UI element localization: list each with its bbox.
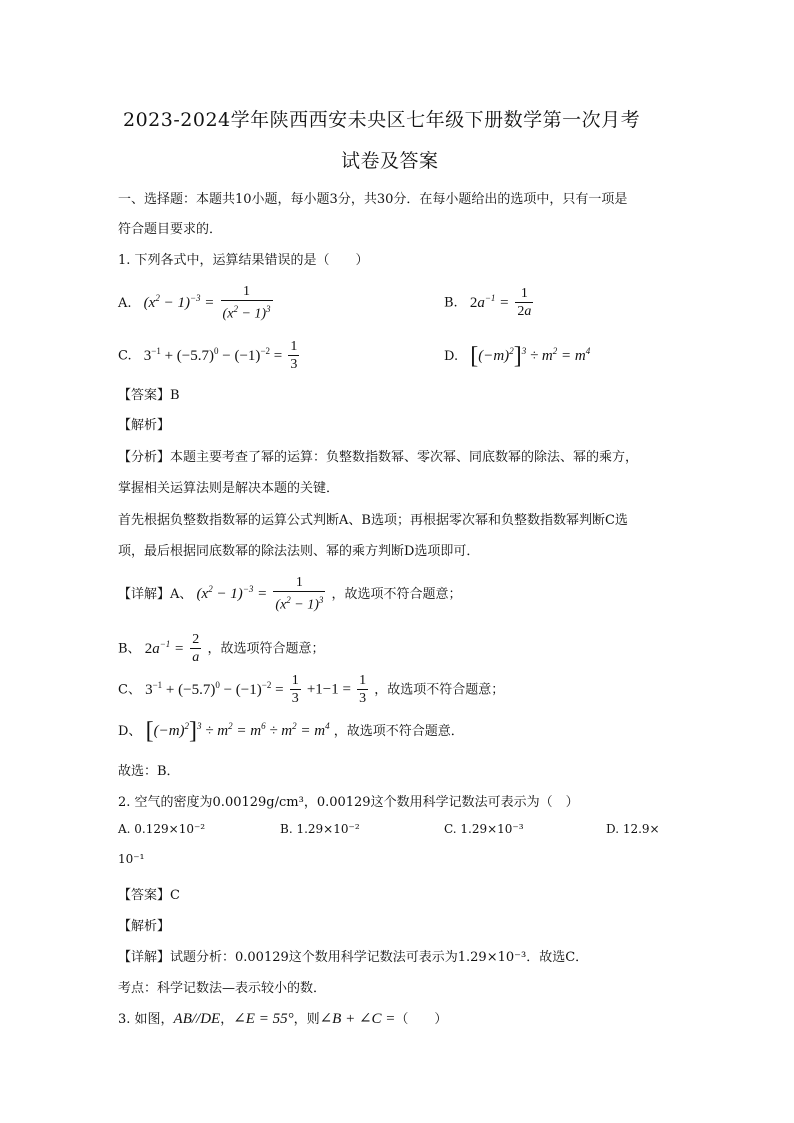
- q1-detail-d: D、 $[(-m)^2]^3 \div m^2 = m^6 \div m^2 = m^4$ ，故选项不符合题意．: [118, 718, 464, 744]
- q3-stem: [118, 1008, 447, 1028]
- q1-option-d: D. $[(-m)^2]^3 \div m^2 = m^4$: [444, 343, 591, 369]
- q3-angle-sum-expression: ∠B + ∠C =: [319, 1011, 396, 1027]
- q1-stem: 1. 下列各式中，运算结果错误的是（ ）: [118, 253, 369, 268]
- q2-jiexi-heading: 【解析】: [118, 919, 171, 934]
- q2-answer: 【答案】C: [118, 888, 180, 903]
- q2-option-d: D. 12.9×: [606, 822, 660, 836]
- q1-option-c: C. $3^{-1} + (-5.7)^0 - (-1)^{-2}$ = $\frac{1}{3}$: [118, 339, 298, 372]
- q1-detail-c-prefix: C、: [118, 682, 141, 698]
- q3-stem-prefix: 3. 如图，: [118, 1012, 174, 1027]
- q1-jiexi-heading: 【解析】: [118, 418, 171, 433]
- q1-detail-b-prefix: B、: [118, 641, 141, 657]
- q1-detail-c-suffix: ，故选项不符合题意；: [374, 682, 505, 698]
- q2-stem: 2. 空气的密度为0.00129g/cm³，0.00129这个数用科学记数法可表示为（ ）: [118, 795, 579, 810]
- q1-detail-d-prefix: D、: [118, 724, 142, 739]
- q1-option-a-label: A.: [118, 295, 132, 311]
- q1-detail-b-suffix: ，故选项符合题意；: [207, 641, 325, 657]
- document-title-line2: 试卷及答案: [341, 150, 439, 172]
- q1-detail-b: B、 $2a^{-1}$ = $\frac{2}{a}$ ，故选项符合题意；: [118, 632, 325, 665]
- document-title-line1: 2023-2024学年陕西西安未央区七年级下册数学第一次月考: [123, 109, 641, 131]
- q1-option-c-label: C.: [118, 348, 132, 364]
- q3-stem-suffix: （ ）: [395, 1012, 448, 1027]
- q1-analysis-line2: 掌握相关运算法则是解决本题的关键．: [118, 481, 340, 496]
- q3-angle-e-expression: ∠E = 55°: [233, 1011, 294, 1027]
- q1-option-d-label: D.: [444, 349, 459, 364]
- q1-detail-c: C、 $3^{-1} + (-5.7)^0 - (-1)^{-2}$ = $\frac{1}{3}$ +1−1 = $\frac{1}{3}$ ，故选项不符合题意；: [118, 673, 505, 706]
- q1-conclusion: 故选：B．: [118, 764, 180, 779]
- q1-answer: 【答案】B: [118, 388, 180, 403]
- q1-option-b-label: B.: [444, 295, 458, 311]
- q2-detail: 【详解】试题分析：0.00129这个数用科学记数法可表示为1.29×10⁻³．故选C．: [118, 950, 589, 965]
- q1-option-b: B. $2a^{-1}$ = $\frac{1}{2a}$: [444, 286, 532, 319]
- q1-detail-a-prefix: 【详解】A、: [118, 586, 193, 602]
- q3-parallel-expression: AB//DE: [173, 1011, 221, 1027]
- q2-option-a: A. 0.129×10⁻²: [118, 822, 206, 836]
- q1-analysis-line1: 【分析】本题主要考查了幂的运算：负整数指数幂、零次幂、同底数幂的除法、幂的乘方，: [118, 450, 639, 465]
- q2-kaodian: 考点：科学记数法—表示较小的数．: [118, 981, 327, 996]
- q2-option-d-continued: 10⁻¹: [118, 852, 145, 866]
- q1-analysis-line3: 首先根据负整数指数幂的运算公式判断A、B选项；再根据零次幂和负整数指数幂判断C选: [118, 513, 628, 528]
- section-heading: 一、选择题：本题共10小题，每小题3分，共30分．在每小题给出的选项中，只有一项是: [118, 192, 628, 207]
- q2-option-c: C. 1.29×10⁻³: [444, 822, 524, 836]
- q3-separator-2: ，则: [293, 1012, 320, 1027]
- q1-detail-a-suffix: ，故选项不符合题意；: [331, 586, 462, 602]
- section-heading-cont: 符合题目要求的．: [118, 222, 223, 237]
- q1-analysis-line4: 项，最后根据同底数幂的除法法则、幂的乘方判断D选项即可．: [118, 544, 480, 559]
- q1-detail-d-suffix: ，故选项不符合题意．: [333, 724, 464, 739]
- q1-option-a: A. $(x^2 - 1)^{-3}$ = $\frac{1}{(x^2 - 1)^3}$: [118, 284, 271, 322]
- q1-detail-a: 【详解】A、 $(x^2 - 1)^{-3}$ = $\frac{1}{(x^2 - 1)^3}$ ，故选项不符合题意；: [118, 575, 462, 613]
- q3-separator-1: ，: [220, 1012, 234, 1027]
- q2-option-b: B. 1.29×10⁻²: [280, 822, 360, 836]
